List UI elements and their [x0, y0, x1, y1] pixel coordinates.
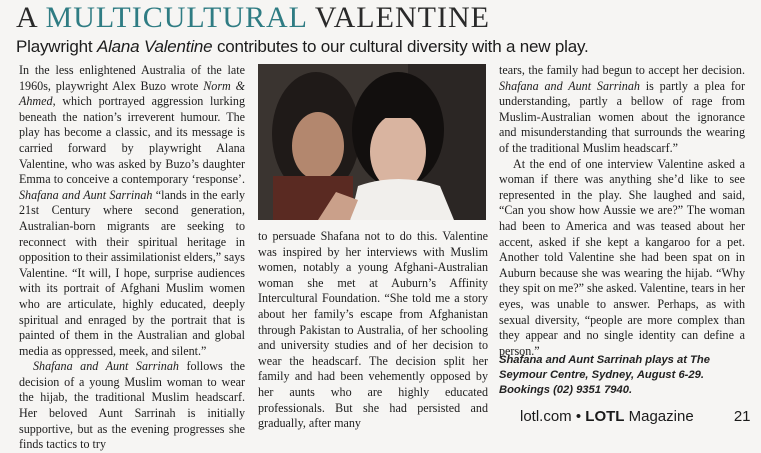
play-title: Shafana and Aunt Sarrinah — [499, 78, 640, 93]
paragraph: to persuade Shafana not to do this. Valentine was inspired by her interviews with Muslim women, notably a young Afghani-Australian woman she met at Auburn’s Affinity Intercultural Foundation. “She told me a story about her family’s escape from Afghanistan through Pakistan to Australia, of her schooling and university studies and of her decision to wear the headscarf. The decision split her family and had been vehemently opposed by her aunts who are highly educated professionals. But she had persisted and gradually, after many — [258, 229, 488, 431]
paragraph — [19, 359, 245, 453]
subhead-after: contributes to our cultural diversity with a new play. — [212, 37, 589, 56]
page-number: 21 — [733, 408, 751, 425]
footer-bullet: • — [575, 408, 582, 425]
text-run: , which portrayed aggression lurking beneath the nation’s irreverent humour. The play has become a classic, and its message is carried forward by playwright Alana Valentine, who was asked by Buzo’s daughter Emma to conceive a contemporary ‘response’. — [19, 94, 245, 187]
headline-end: VALENTINE — [314, 1, 490, 34]
article-column-2 — [258, 229, 488, 432]
paragraph — [19, 63, 245, 359]
photo-two-women — [258, 64, 486, 220]
headline — [16, 0, 490, 36]
article-column-3 — [499, 63, 745, 359]
photo-illustration — [258, 64, 486, 220]
play-title: Shafana and Aunt Sarrinah — [33, 359, 179, 374]
text-run: “lands in the early 21st Century where second generation, Australian-born migrants are seeking to reconnect with their spiritual heritage in opposition to their assimilationist elders,” says Valentine. “It will, I hope, surprise audiences with its portrait of Afghani Muslim women who are articulate, highly educated, deeply spiritual and enraged by the portrait that is painted of them in the Australian and global media as oppressed, meek, and silent.” — [19, 187, 246, 358]
footer-site: lotl.com — [520, 408, 572, 425]
text-run: follows the decision of a young Muslim woman to wear the hijab, the traditional Muslim headscarf. Her beloved Aunt Sarrinah is initially supportive, but as the evening progresses she finds tactics to try — [19, 359, 246, 452]
play-title: Norm & Ahmed — [19, 78, 245, 109]
play-title: Shafana and Aunt Sarrinah — [19, 187, 153, 202]
subheadline — [16, 37, 589, 57]
paragraph: At the end of one interview Valentine asked a woman if there was anything she’d like to see represented in the play. She laughed and said, “Can you show how Aussie we are?” The woman had been to America and was teased about her accent, asked if she kept a kangaroo for a pet. Another told Valentine she had been spat on in Auburn because she was wearing the hijab. “Why they spit on me?” she asked. Valentine, tears in her eyes, was unable to answer. Perhaps, as with sexual diversity, “people are more complex than they appear and no single identity can define a person.” — [499, 156, 745, 358]
text-run: tears, the family had begun to accept her decision. — [499, 63, 745, 77]
event-details: Shafana and Aunt Sarrinah plays at The Seymour Centre, Sydney, August 6-29. Bookings (02) 9351 7940. — [499, 354, 710, 396]
text-run: In the less enlightened Australia of the late 1960s, playwright Alex Buzo wrote — [19, 63, 245, 93]
paragraph — [499, 63, 745, 157]
subhead-before: Playwright — [16, 37, 97, 56]
page-footer — [520, 408, 751, 425]
subhead-name: Alana Valentine — [96, 37, 213, 56]
text-run: is partly a plea for understanding, partly a bellow of rage from Muslim-Australian women about the ignorance and misunderstanding that surrounds the wearing of the traditional Muslim headscarf.” — [499, 78, 745, 155]
footer-brand: LOTL — [585, 408, 625, 425]
headline-article: A — [16, 1, 38, 34]
footer-magazine: Magazine — [628, 408, 694, 425]
article-column-1 — [19, 63, 245, 453]
headline-highlight: MULTICULTURAL — [45, 1, 307, 34]
